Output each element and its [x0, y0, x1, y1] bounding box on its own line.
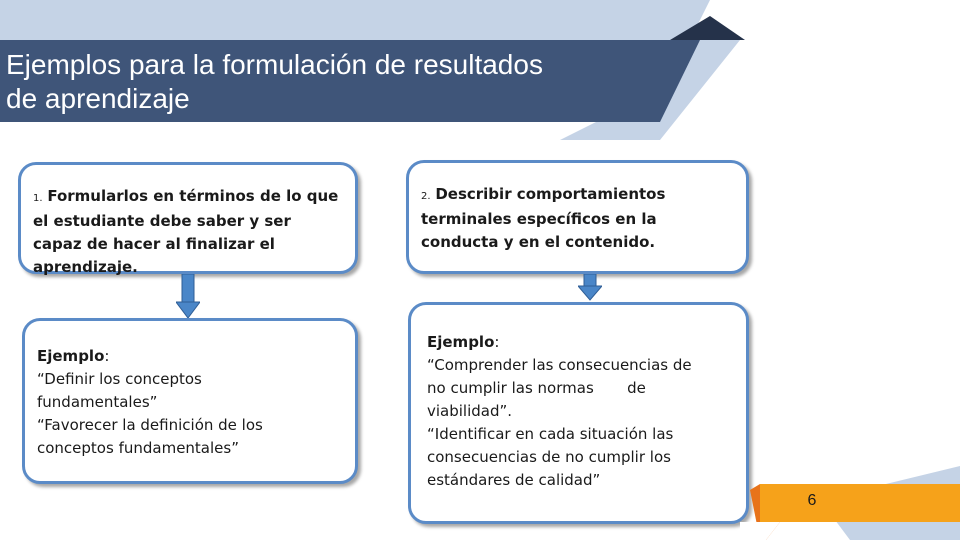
down-arrow-icon	[578, 274, 602, 302]
example-line: viabilidad”.	[427, 402, 513, 420]
principle-text-1: Formularlos en términos de lo que el estudiante debe saber y ser capaz de hacer al finalizar el aprendizaje.	[33, 187, 339, 276]
example-line: “Comprender las consecuencias de	[427, 356, 692, 374]
example-line: “Definir los conceptos	[37, 370, 202, 388]
example-label-1: Ejemplo	[37, 347, 105, 365]
page-number: 6	[807, 492, 817, 509]
example-colon-1: :	[104, 347, 110, 365]
principle-box-2	[406, 160, 749, 274]
example-label-2: Ejemplo	[427, 333, 495, 351]
example-line: “Identificar en cada situación las	[427, 425, 674, 443]
principle-text-2: Describir comportamientos terminales específicos en la conducta y en el contenido.	[421, 185, 666, 251]
footer-decoration	[720, 466, 960, 540]
example-line: estándares de calidad”	[427, 471, 601, 489]
example-box-1	[22, 318, 358, 484]
principle-number-1: 1.	[33, 193, 43, 204]
example-line: consecuencias de no cumplir los	[427, 448, 671, 466]
example-line: fundamentales”	[37, 393, 158, 411]
down-arrow-icon	[176, 274, 200, 320]
principle-box-1	[18, 162, 358, 274]
example-colon-2: :	[494, 333, 500, 351]
example-line: no cumplir las normas de	[427, 379, 646, 397]
example-heading-1	[37, 345, 343, 368]
example-line: conceptos fundamentales”	[37, 439, 239, 457]
example-heading-2	[427, 331, 734, 354]
example-line: “Favorecer la definición de los	[37, 416, 263, 434]
slide-title: Ejemplos para la formulación de resultados de aprendizaje	[6, 49, 543, 114]
principle-number-2: 2.	[421, 191, 431, 202]
example-box-2	[408, 302, 749, 524]
